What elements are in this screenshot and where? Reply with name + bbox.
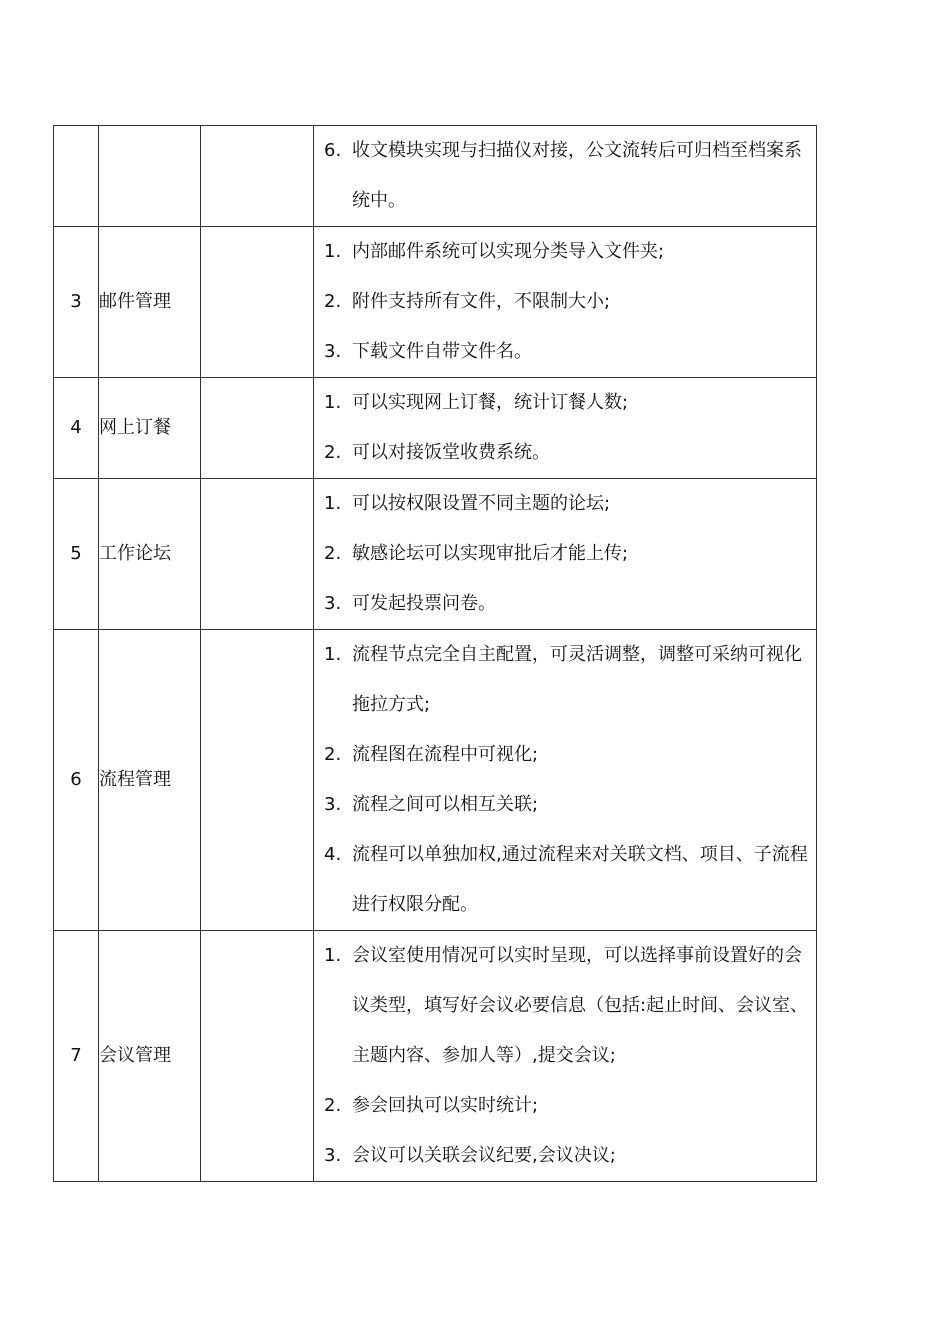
module-name [99,126,201,227]
item-number: 6. [324,140,342,161]
item-number: 2. [324,291,342,312]
row-number: 6 [54,630,99,931]
empty-cell [201,630,314,931]
list-item [314,630,816,730]
table-row [54,479,817,630]
row-number: 7 [54,931,99,1182]
table-row [54,378,817,479]
list-item [314,579,816,629]
item-text: 收文模块实现与扫描仪对接，公文流转后可归档至档案系统中。 [352,140,802,211]
item-number: 2. [324,543,342,564]
list-item [314,1081,816,1131]
list-item [314,730,816,780]
item-number: 1. [324,945,342,966]
item-text: 敏感论坛可以实现审批后才能上传; [352,543,629,564]
table-row [54,630,817,931]
list-item [314,327,816,377]
list-item [314,780,816,830]
item-number: 2. [324,442,342,463]
module-name: 工作论坛 [99,479,201,630]
empty-cell [201,931,314,1182]
item-text: 会议室使用情况可以实时呈现，可以选择事前设置好的会议类型，填写好会议必要信息（包括:起止时间、会议室、主题内容、参加人等）,提交会议; [352,945,809,1066]
description-cell [314,378,817,479]
description-cell [314,630,817,931]
item-number: 1. [324,644,342,665]
item-number: 2. [324,744,342,765]
item-text: 参会回执可以实时统计; [352,1095,539,1116]
item-text: 下载文件自带文件名。 [352,341,532,362]
row-number [54,126,99,227]
module-name: 流程管理 [99,630,201,931]
list-item [314,931,816,1081]
item-number: 1. [324,392,342,413]
description-cell [314,227,817,378]
empty-cell [201,479,314,630]
item-number: 3. [324,794,342,815]
requirements-table [53,125,817,1182]
item-text: 可以实现网上订餐，统计订餐人数; [352,392,629,413]
item-text: 会议可以关联会议纪要,会议决议; [352,1145,616,1166]
table-row [54,931,817,1182]
item-text: 可以按权限设置不同主题的论坛; [352,493,611,514]
list-item [314,830,816,930]
item-text: 可发起投票问卷。 [352,593,496,614]
item-number: 3. [324,1145,342,1166]
module-name: 邮件管理 [99,227,201,378]
description-cell [314,126,817,227]
item-number: 1. [324,241,342,262]
description-cell [314,931,817,1182]
list-item [314,529,816,579]
row-number: 3 [54,227,99,378]
item-text: 流程之间可以相互关联; [352,794,539,815]
module-name: 会议管理 [99,931,201,1182]
item-text: 可以对接饭堂收费系统。 [352,442,550,463]
list-item [314,428,816,478]
item-number: 4. [324,844,342,865]
row-number: 4 [54,378,99,479]
item-text: 流程图在流程中可视化; [352,744,539,765]
list-item [314,378,816,428]
empty-cell [201,378,314,479]
list-item [314,227,816,277]
item-number: 2. [324,1095,342,1116]
module-name: 网上订餐 [99,378,201,479]
list-item [314,479,816,529]
empty-cell [201,126,314,227]
item-number: 1. [324,493,342,514]
empty-cell [201,227,314,378]
list-item [314,277,816,327]
row-number: 5 [54,479,99,630]
item-text: 流程可以单独加权,通过流程来对关联文档、项目、子流程进行权限分配。 [352,844,808,915]
list-item [314,126,816,226]
description-cell [314,479,817,630]
item-text: 附件支持所有文件，不限制大小; [352,291,611,312]
item-text: 内部邮件系统可以实现分类导入文件夹; [352,241,665,262]
table-row [54,126,817,227]
item-number: 3. [324,593,342,614]
table-row [54,227,817,378]
item-number: 3. [324,341,342,362]
item-text: 流程节点完全自主配置，可灵活调整，调整可采纳可视化拖拉方式; [352,644,802,715]
list-item [314,1131,816,1181]
